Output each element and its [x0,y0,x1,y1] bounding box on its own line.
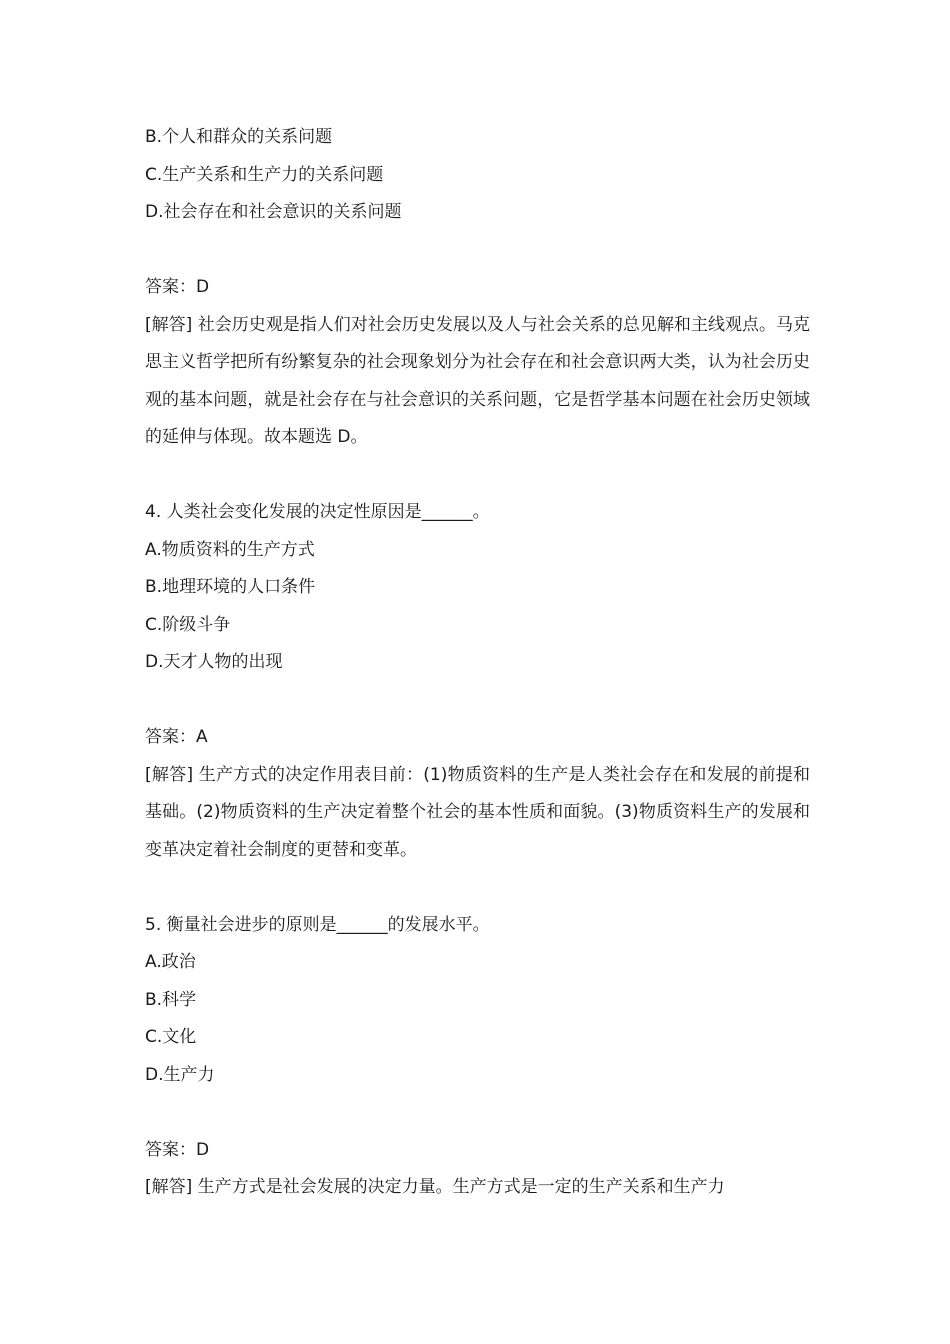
q5-option-b: B.科学 [145,989,197,1010]
q5-option-c: C.文化 [145,1027,197,1047]
q4-option-d: D.天才人物的出现 [145,652,283,672]
q4-question: 4. 人类社会变化发展的决定性原因是______。 [145,502,490,522]
q3-explanation: [解答] 社会历史观是指人们对社会历史发展以及人与社会关系的总见解和主线观点。马克思主义哲学把所有纷繁复杂的社会现象划分为社会存在和社会意识两大类，认为社会历史观的基本问题，就是社会存在与社会意识的关系问题，它是哲学基本问题在社会历史领域的延伸与体现。故本题选 D。 [145,314,810,447]
spacer [145,232,810,270]
q4-option-a: A.物质资料的生产方式 [145,539,315,560]
q5-question: 5. 衡量社会进步的原则是______的发展水平。 [145,914,490,935]
spacer [145,1094,810,1132]
q5-option-d: D.生产力 [145,1064,215,1085]
q5-explanation: [解答] 生产方式是社会发展的决定力量。生产方式是一定的生产关系和生产力 [145,1177,725,1197]
q4-explanation: [解答] 生产方式的决定作用表目前：(1)物质资料的生产是人类社会存在和发展的前提和基础。(2)物质资料的生产决定着整个社会的基本性质和面貌。(3)物质资料生产的发展和变革决定着社会制度的更替和变革。 [145,764,810,860]
q3-option-d: D.社会存在和社会意识的关系问题 [145,202,402,222]
q4-answer: 答案：A [145,727,208,747]
q4-option-b: B.地理环境的人口条件 [145,577,316,597]
q3-answer: 答案：D [145,277,210,297]
spacer [145,682,810,720]
q5-answer: 答案：D [145,1139,210,1160]
q5-option-a: A.政治 [145,952,196,972]
q4-option-c: C.阶级斗争 [145,614,231,635]
document-page [145,119,810,1207]
spacer [145,457,810,495]
q3-option-b: B.个人和群众的关系问题 [145,127,333,147]
spacer [145,869,810,907]
q3-option-c: C.生产关系和生产力的关系问题 [145,164,384,185]
